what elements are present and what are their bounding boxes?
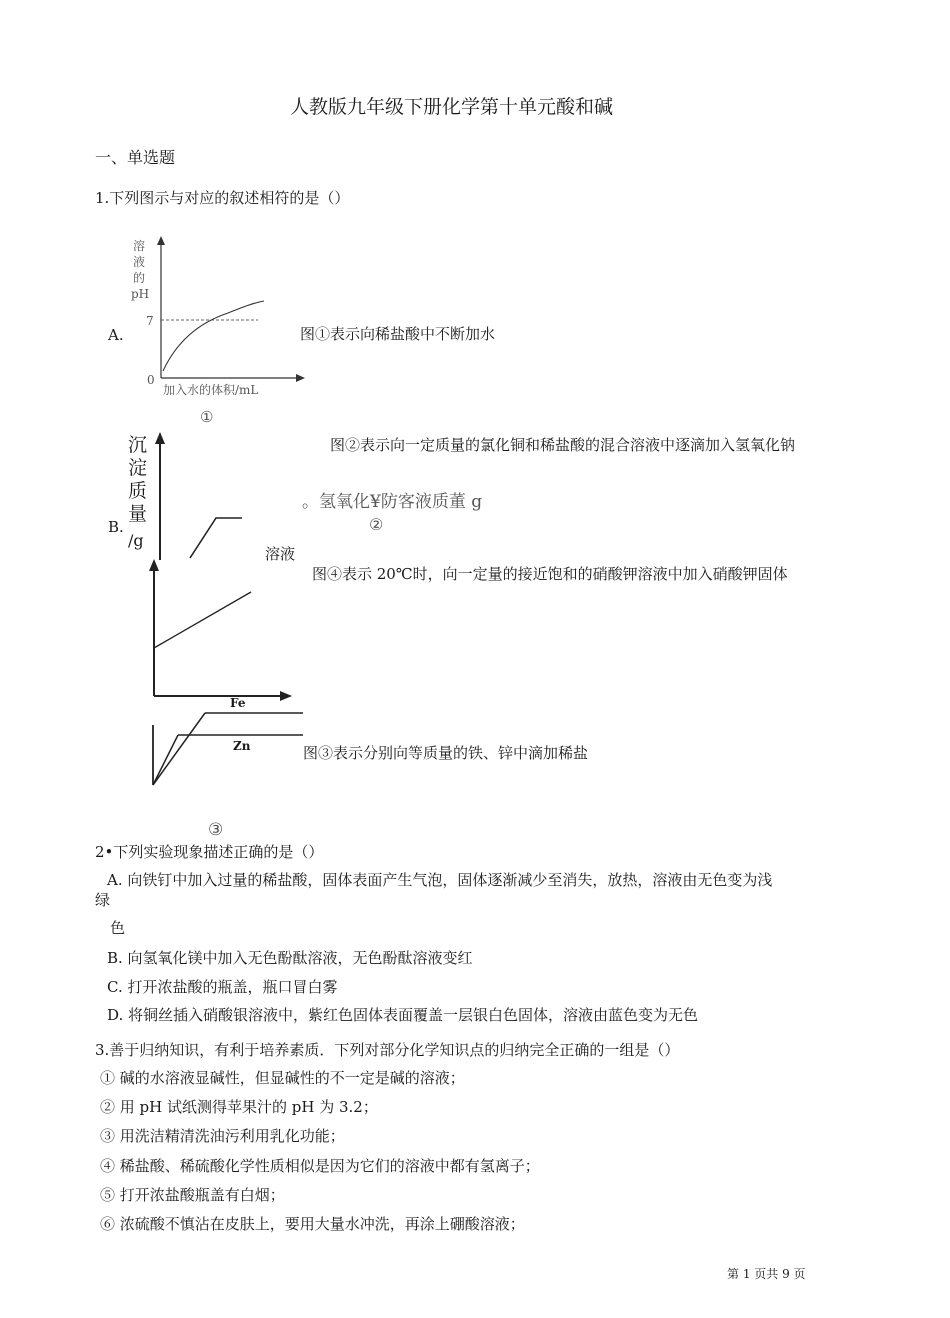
graph-2-ylabel-2: 淀 [128, 457, 148, 479]
graph-1-ylabel-2: 液 [133, 255, 146, 269]
option-b-label: B. [108, 518, 124, 536]
option-c-continued: 溶液 [265, 545, 296, 563]
question-3-item: ② 用 pH 试纸测得苹果汁的 pH 为 3.2； [100, 1098, 378, 1116]
graph-4-kno3 [145, 556, 295, 706]
graph-3-fe-zn [148, 705, 308, 790]
question-2-option-b: B. 向氢氧化镁中加入无色酚酞溶液，无色酚酞溶液变红 [107, 949, 473, 967]
graph-1-ytick-7: 7 [146, 314, 154, 328]
question-2-option-a-cont2: 色 [110, 919, 126, 937]
question-2-option-a-cont: 绿 [95, 891, 111, 909]
graph-2-precipitate [150, 430, 260, 565]
graph-1-xlabel: 加入水的体积/mL [163, 383, 259, 397]
option-c-text: 图②表示向一定质量的氯化铜和稀盐酸的混合溶液中逐滴加入氢氧化钠 [330, 436, 796, 454]
option-a-label: A. [108, 326, 124, 344]
question-3-stem: 3.善于归纳知识，有利于培养素质．下列对部分化学知识点的归纳完全正确的一组是（） [95, 1041, 680, 1059]
graph-2-ylabel-1: 沉 [128, 434, 148, 456]
graph-1-ylabel-3: 的 [133, 271, 146, 285]
question-2-stem: 2•下列实验现象描述正确的是（） [95, 843, 324, 861]
graph-1-ylabel-1: 溶 [133, 239, 146, 253]
graph-3-label-zn: Zn [233, 739, 251, 753]
question-2-option-d: D. 将铜丝插入硝酸银溶液中，紫红色固体表面覆盖一层银白色固体，溶液由蓝色变为无色 [107, 1006, 699, 1024]
question-2-option-c: C. 打开浓盐酸的瓶盖，瓶口冒白雾 [107, 978, 338, 996]
graph-3-caption: ③ [208, 820, 224, 840]
graph-2-caption: ② [369, 515, 384, 534]
section-heading: 一、单选题 [95, 148, 176, 167]
graph-2-ylabel-5: /g [128, 531, 144, 550]
question-3-item: ④ 稀盐酸、稀硫酸化学性质相似是因为它们的溶液中都有氢离子； [100, 1157, 540, 1175]
question-2-option-a: A. 向铁钉中加入过量的稀盐酸，固体表面产生气泡，固体逐渐减少至消失，放热，溶液由无色变为浅 [107, 871, 773, 889]
graph-1-ylabel-4: pH [131, 287, 150, 301]
question-3-item: ③ 用洗洁精清洗油污利用乳化功能； [100, 1127, 345, 1145]
graph-1-ph-vs-water [128, 233, 308, 433]
question-3-item: ⑥ 浓硫酸不慎沾在皮肤上，要用大量水冲洗，再涂上硼酸溶液； [100, 1215, 525, 1233]
option-d-text: 图④表示 20℃时，向一定量的接近饱和的硝酸钾溶液中加入硝酸钾固体 [312, 565, 788, 583]
question-3-item: ① 碱的水溶液显碱性，但显碱性的不一定是碱的溶液； [100, 1069, 465, 1087]
question-3-item: ⑤ 打开浓盐酸瓶盖有白烟； [100, 1186, 285, 1204]
page-title: 人教版九年级下册化学第十单元酸和碱 [290, 96, 614, 118]
graph-1-caption: ① [200, 408, 214, 426]
option-c-garbled-axis: 。氢氧化¥防客液质董 g [302, 492, 483, 512]
question-1-stem: 1.下列图示与对应的叙述相符的是（） [95, 189, 350, 207]
page-footer: 第 1 页共 9 页 [727, 1267, 806, 1281]
graph-2-ylabel-3: 质 [128, 480, 148, 502]
option-a-text: 图①表示向稀盐酸中不断加水 [300, 325, 496, 343]
graph-3-label-fe: Fe [230, 696, 246, 710]
graph-1-origin: 0 [147, 373, 155, 387]
option-e-text: 图③表示分别向等质量的铁、锌中滴加稀盐 [303, 744, 589, 760]
graph-2-ylabel-4: 量 [128, 503, 148, 525]
